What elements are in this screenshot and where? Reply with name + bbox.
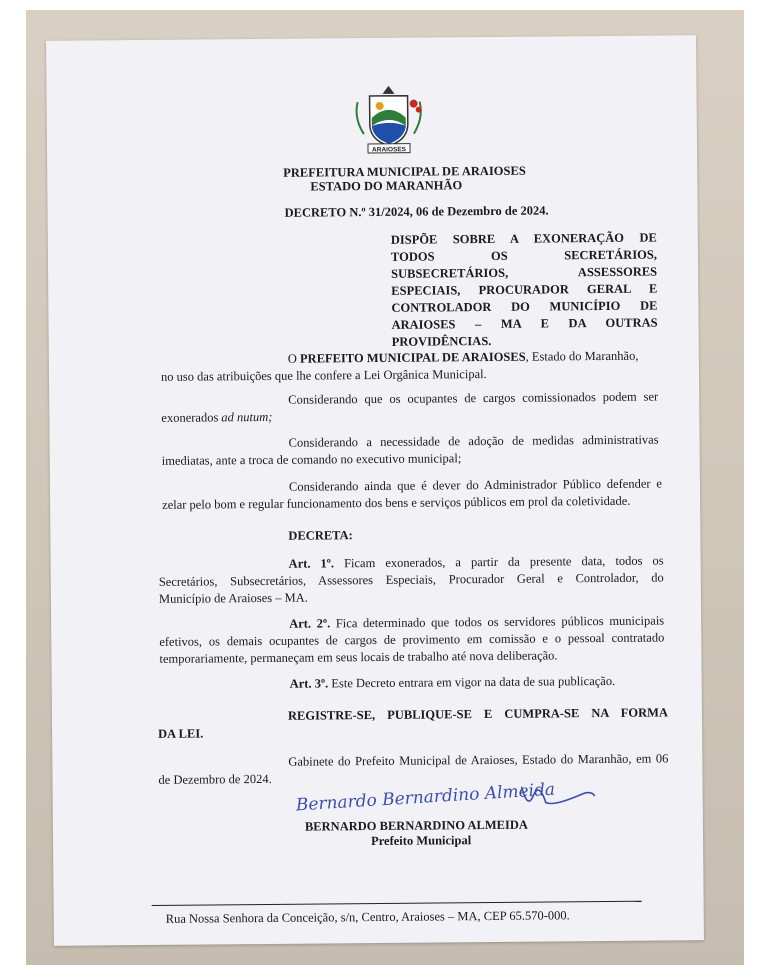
considerando-line: Considerando a necessidade de adoção de medidas administrativas (288, 432, 659, 450)
preamble (161, 348, 658, 386)
footer-address: Rua Nossa Senhora da Conceição, s/n, Centro, Araioses – MA, CEP 65.570-000. (165, 908, 570, 926)
closing-statement (158, 704, 668, 742)
decree-title: DECRETO N.º 31/2024, 06 de Dezembro de 2024. (284, 203, 549, 220)
ementa-line: ARAIOSES – MA E DA OUTRAS (391, 315, 658, 332)
preamble-rest: , Estado do Maranhão, (525, 348, 639, 364)
preamble-line-2: no uso das atribuições que lhe confere a Lei Orgânica Municipal. (160, 367, 487, 384)
article-1 (159, 552, 664, 607)
footer-divider (152, 901, 642, 906)
article-line: temporariamente, permaneçam em seus locais de trabalho até nova deliberação. (159, 648, 558, 666)
article-text: Fica determinado que todos os servidores públicos municipais (330, 613, 665, 631)
article-3 (290, 673, 616, 693)
considerando-3 (162, 475, 662, 513)
photo-background (26, 10, 744, 965)
considerando-1 (161, 389, 658, 427)
signature-script: Bernardo Bernardino Almeida (295, 779, 556, 816)
considerando-line: zelar pelo bom e regular funcionamento dos bens e serviços públicos em prol da coletividade. (162, 493, 631, 512)
header-municipality: PREFEITURA MUNICIPAL DE ARAIOSES (283, 163, 526, 180)
ementa-line: DISPÕE SOBRE A EXONERAÇÃO DE (390, 230, 657, 247)
decreta-label: DECRETA: (288, 528, 353, 543)
considerando-2 (162, 432, 659, 470)
header-state: ESTADO DO MARANHÃO (310, 178, 463, 194)
ementa-line: PROVIDÊNCIAS. (391, 333, 492, 349)
municipal-coat-of-arms-icon (349, 84, 428, 157)
considerando-plain: exonerados (161, 410, 222, 425)
document-page (46, 35, 704, 946)
article-label: Art. 2º. (289, 616, 331, 631)
considerando-line: imediatas, ante a troca de comando no executivo municipal; (161, 451, 462, 468)
place-date-line: Gabinete do Prefeito Municipal de Araioses, Estado do Maranhão, em 06 (288, 751, 669, 769)
signature-flourish-icon (290, 776, 600, 819)
considerando-line: Considerando que os ocupantes de cargos comissionados podem ser (288, 389, 659, 407)
article-line: Município de Araioses – MA. (158, 590, 308, 606)
article-2 (159, 612, 664, 667)
article-label: Art. 3º. (289, 676, 329, 691)
considerando-italic: ad nutum; (221, 409, 273, 425)
article-text: Este Decreto entrara em vigor na data de sua publicação. (328, 673, 616, 691)
signatory-role: Prefeito Municipal (370, 833, 472, 849)
article-line: efetivos, os demais ocupantes de cargos de provimento em comissão e o pessoal contratado (159, 630, 665, 649)
handwritten-signature (290, 776, 600, 819)
decree-ementa (391, 230, 658, 351)
place-date-line: de Dezembro de 2024. (158, 771, 272, 787)
closing-line: REGISTRE-SE, PUBLIQUE-SE E CUMPRA-SE NA FORMA (287, 705, 669, 723)
preamble-prefix: O (287, 351, 301, 366)
signatory-name: BERNARDO BERNARDINO ALMEIDA (304, 817, 528, 834)
closing-line: DA LEI. (158, 726, 204, 741)
ementa-line: CONTROLADOR DO MUNICÍPIO DE (391, 298, 658, 315)
article-text: Ficam exonerados, a partir da presente data, todos os (333, 553, 664, 571)
preamble-bold: PREFEITO MUNICIPAL DE ARAIOSES (299, 349, 526, 366)
article-label: Art. 1º. (288, 556, 335, 571)
emblem-ribbon-text: ARAIOSES (372, 146, 407, 154)
ementa-line: TODOS OS SECRETÁRIOS, (390, 247, 658, 264)
article-line: Secretários, Subsecretários, Assessores Especiais, Procurador Geral e Controlador, do (158, 570, 664, 589)
ementa-line: ESPECIAIS, PROCURADOR GERAL E (391, 281, 658, 298)
considerando-line (161, 406, 658, 427)
considerando-line: Considerando ainda que é dever do Administrador Público defender e (288, 476, 663, 494)
ementa-line: SUBSECRETÁRIOS, ASSESSORES (391, 264, 658, 281)
